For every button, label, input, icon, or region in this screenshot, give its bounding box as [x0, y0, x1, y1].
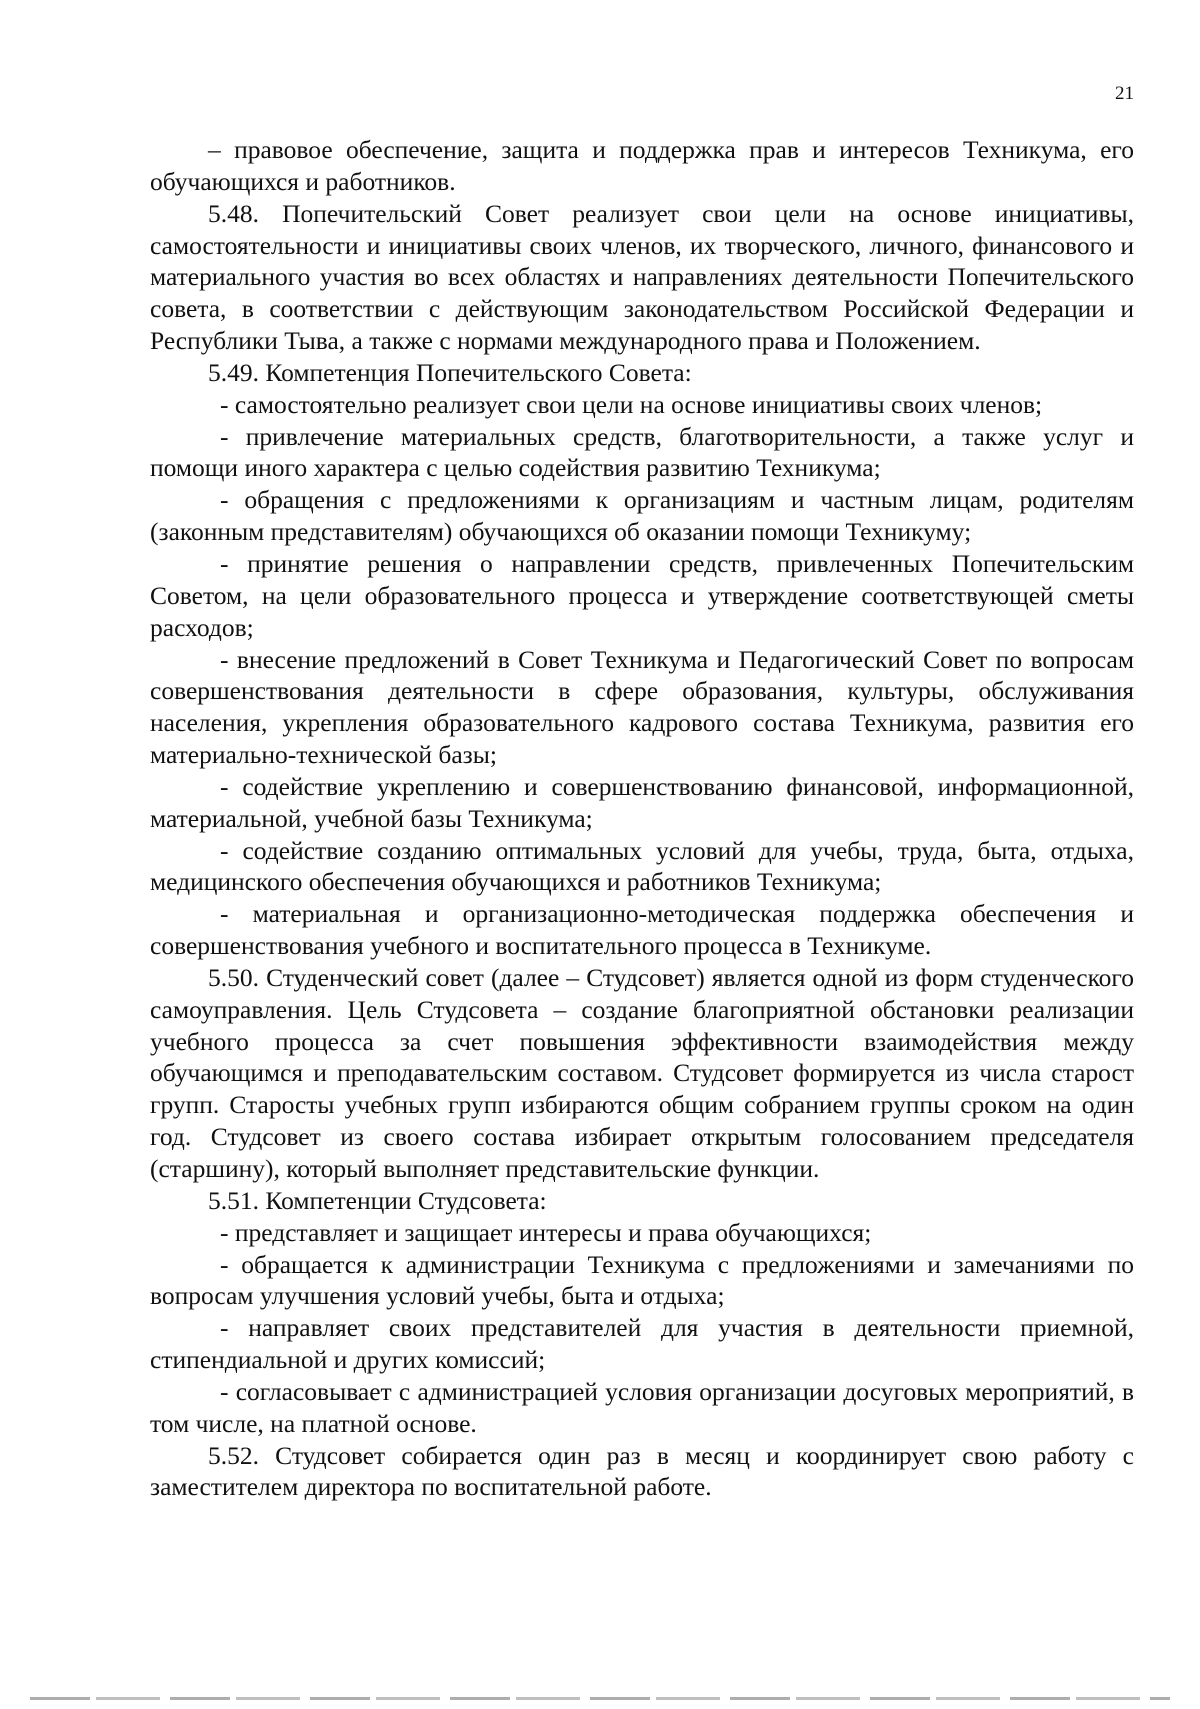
paragraph-5-49-heading: 5.49. Компетенция Попечительского Совета:: [208, 357, 692, 387]
paragraph-5-52: 5.52. Студсовет собирается один раз в месяц и координирует свою работу с заместителем директора по воспитательной работе.: [150, 1440, 1134, 1502]
page-number: 21: [1115, 83, 1134, 104]
list-item: - самостоятельно реализует свои цели на основе инициативы своих членов;: [220, 389, 1043, 419]
paragraph-5-51-heading: 5.51. Компетенции Студсовета:: [208, 1185, 547, 1215]
list-item: - содействие созданию оптимальных условий для учебы, труда, быта, отдыха, медицинского обеспечения обучающихся и работников Техникума;: [150, 835, 1134, 897]
document-body: [150, 134, 1134, 1503]
scan-edge-line: [30, 1697, 1170, 1700]
paragraph-5-48: 5.48. Попечительский Совет реализует свои цели на основе инициативы, самостоятельности и инициативы своих членов, их творческого, личного, финансового и материального участия во всех областях и направлениях деятельности Попечительского совета, в соответствии с действующим законодательством Российской Федерации и Республики Тыва, а также с нормами международного права и Положением.: [150, 198, 1134, 356]
paragraph-5-50: 5.50. Студенческий совет (далее – Студсовет) является одной из форм студенческого самоуправления. Цель Студсовета – создание благоприятной обстановки реализации учебного процесса за счет повышения эффективности взаимодействия между обучающимся и преподавательским составом. Студсовет формируется из числа старост групп. Старосты учебных групп избираются общим собранием группы сроком на один год. Студсовет из своего состава избирает открытым голосованием председателя (старшину), который выполняет представительские функции.: [150, 962, 1134, 1183]
list-item: - внесение предложений в Совет Техникума и Педагогический Совет по вопросам совершенствования деятельности в сфере образования, культуры, обслуживания населения, укрепления образовательного кадрового состава Техникума, развития его материально-технической базы;: [150, 644, 1134, 770]
paragraph: – правовое обеспечение, защита и поддержка прав и интересов Техникума, его обучающихся и работников.: [150, 135, 1134, 196]
list-item: - привлечение материальных средств, благотворительности, а также услуг и помощи иного характера с целью содействия развитию Техникума;: [150, 421, 1134, 483]
list-item: - обращается к администрации Техникума с предложениями и замечаниями по вопросам улучшения условий учебы, быта и отдыха;: [150, 1249, 1134, 1311]
list-item: - материальная и организационно-методическая поддержка обеспечения и совершенствования учебного и воспитательного процесса в Техникуме.: [150, 899, 1134, 961]
list-item: - направляет своих представителей для участия в деятельности приемной, стипендиальной и других комиссий;: [150, 1313, 1134, 1375]
list-item: - принятие решения о направлении средств, привлеченных Попечительским Советом, на цели образовательного процесса и утверждение соответствующей сметы расходов;: [150, 548, 1134, 642]
list-item: - представляет и защищает интересы и права обучающихся;: [220, 1217, 872, 1247]
list-item: - обращения с предложениями к организациям и частным лицам, родителям (законным представителям) обучающихся об оказании помощи Техникуму;: [150, 485, 1134, 547]
list-item: - содействие укреплению и совершенствованию финансовой, информационной, материальной, учебной базы Техникума;: [150, 771, 1134, 833]
list-item: - согласовывает с администрацией условия организации досуговых мероприятий, в том числе, на платной основе.: [150, 1376, 1134, 1438]
